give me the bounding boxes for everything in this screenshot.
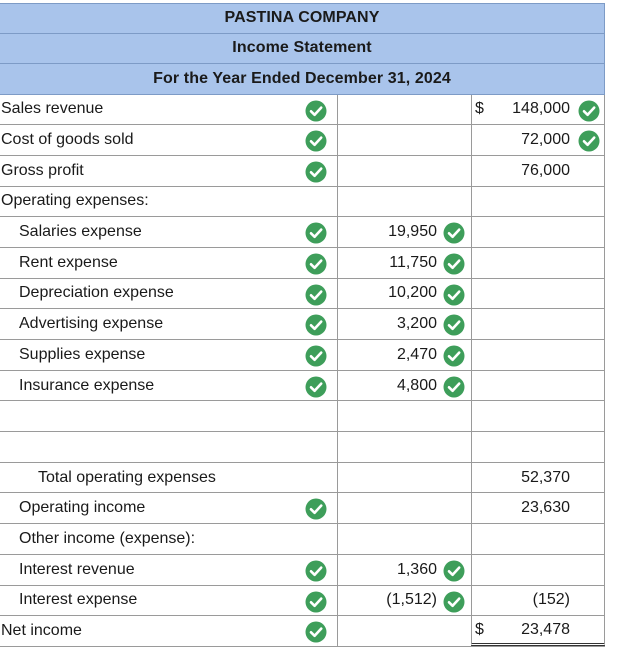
statement-row (0, 279, 605, 310)
statement-title: Income Statement (232, 39, 372, 57)
total-amount-cell[interactable] (471, 156, 605, 186)
row-label: Gross profit (1, 161, 84, 179)
detail-amount-cell[interactable] (337, 555, 471, 585)
total-amount-cell[interactable] (471, 401, 605, 431)
check-correct-icon (578, 130, 600, 152)
total-amount-cell[interactable] (471, 248, 605, 278)
detail-amount-cell[interactable] (337, 217, 471, 247)
detail-amount-cell[interactable] (337, 340, 471, 370)
statement-row (0, 493, 605, 524)
total-amount-cell[interactable] (471, 217, 605, 247)
detail-amount: (1,512) (386, 591, 437, 609)
statement-period: For the Year Ended December 31, 2024 (153, 69, 451, 87)
total-amount: 52,370 (521, 468, 570, 486)
row-label: Interest expense (19, 591, 138, 609)
detail-amount: 1,360 (396, 560, 437, 578)
check-correct-icon (443, 376, 465, 398)
detail-amount: 3,200 (396, 315, 437, 333)
detail-check-wrapper (443, 222, 465, 244)
row-check-wrapper (305, 345, 327, 367)
detail-amount-cell[interactable] (337, 616, 471, 646)
statement-row (0, 463, 605, 494)
row-label: Advertising expense (19, 315, 164, 333)
row-label: Sales revenue (1, 100, 104, 118)
check-correct-icon (305, 498, 327, 520)
detail-amount: 4,800 (396, 376, 437, 394)
row-check-wrapper (305, 376, 327, 398)
row-check-wrapper (305, 222, 327, 244)
statement-row (0, 555, 605, 586)
check-correct-icon (305, 591, 327, 613)
total-amount: 23,478 (521, 620, 570, 638)
check-correct-icon (305, 284, 327, 306)
detail-check-wrapper (443, 376, 465, 398)
total-check-wrapper (578, 100, 600, 122)
check-correct-icon (443, 314, 465, 336)
check-correct-icon (305, 345, 327, 367)
statement-row (0, 432, 605, 463)
total-amount-cell[interactable] (471, 493, 605, 523)
check-correct-icon (443, 591, 465, 613)
total-amount: 148,000 (512, 100, 570, 118)
detail-amount: 2,470 (396, 345, 437, 363)
dollar-sign: $ (475, 100, 484, 118)
row-label: Operating expenses: (1, 192, 149, 210)
total-amount-cell[interactable] (471, 555, 605, 585)
check-correct-icon (305, 100, 327, 122)
detail-amount-cell[interactable] (337, 95, 471, 125)
detail-amount-cell[interactable] (337, 524, 471, 554)
row-label: Depreciation expense (19, 284, 174, 302)
detail-amount-cell[interactable] (337, 401, 471, 431)
check-correct-icon (305, 621, 327, 643)
total-amount: 23,630 (521, 499, 570, 517)
statement-row (0, 586, 605, 617)
statement-row (0, 371, 605, 402)
row-check-wrapper (305, 100, 327, 122)
total-amount-cell[interactable] (471, 95, 605, 125)
row-label: Total operating expenses (38, 468, 216, 486)
row-check-wrapper (305, 130, 327, 152)
statement-title-header (0, 34, 605, 65)
check-correct-icon (305, 161, 327, 183)
detail-amount-cell[interactable] (337, 432, 471, 462)
row-label: Net income (1, 622, 82, 640)
row-check-wrapper (305, 498, 327, 520)
row-check-wrapper (305, 161, 327, 183)
statement-row (0, 187, 605, 218)
total-amount: 76,000 (521, 161, 570, 179)
detail-check-wrapper (443, 591, 465, 613)
check-correct-icon (305, 253, 327, 275)
check-correct-icon (443, 284, 465, 306)
statement-row (0, 217, 605, 248)
statement-row (0, 95, 605, 126)
check-correct-icon (443, 253, 465, 275)
detail-amount: 19,950 (388, 223, 437, 241)
total-amount-cell[interactable] (471, 309, 605, 339)
row-label: Insurance expense (19, 376, 155, 394)
total-amount-cell[interactable] (471, 463, 605, 493)
statement-row (0, 156, 605, 187)
detail-amount: 10,200 (388, 284, 437, 302)
total-amount-cell[interactable] (471, 524, 605, 554)
company-name: PASTINA COMPANY (224, 9, 380, 27)
detail-amount: 11,750 (389, 253, 437, 271)
total-amount-cell[interactable] (471, 616, 605, 646)
total-amount: (152) (532, 591, 570, 609)
detail-amount-cell[interactable] (337, 463, 471, 493)
check-correct-icon (443, 560, 465, 582)
statement-row (0, 340, 605, 371)
statement-row (0, 524, 605, 555)
detail-amount-cell[interactable] (337, 371, 471, 401)
check-correct-icon (578, 100, 600, 122)
dollar-sign: $ (475, 620, 484, 638)
statement-row (0, 401, 605, 432)
detail-amount-cell[interactable] (337, 125, 471, 155)
statement-row (0, 248, 605, 279)
check-correct-icon (305, 560, 327, 582)
total-amount-cell[interactable] (471, 432, 605, 462)
row-label: Supplies expense (19, 345, 146, 363)
detail-amount-cell[interactable] (337, 156, 471, 186)
detail-check-wrapper (443, 253, 465, 275)
row-check-wrapper (305, 284, 327, 306)
detail-check-wrapper (443, 284, 465, 306)
check-correct-icon (305, 130, 327, 152)
total-amount-cell[interactable] (471, 586, 605, 616)
row-check-wrapper (305, 560, 327, 582)
row-check-wrapper (305, 314, 327, 336)
total-amount-cell[interactable] (471, 125, 605, 155)
check-correct-icon (305, 376, 327, 398)
row-check-wrapper (305, 591, 327, 613)
row-check-wrapper (305, 253, 327, 275)
total-amount-cell[interactable] (471, 187, 605, 217)
row-label: Other income (expense): (19, 529, 196, 547)
row-check-wrapper (305, 621, 327, 643)
company-name-header (0, 3, 605, 34)
statement-rows (0, 95, 605, 647)
total-amount: 72,000 (521, 131, 570, 149)
detail-amount-cell[interactable] (337, 586, 471, 616)
statement-row (0, 616, 605, 647)
statement-row (0, 309, 605, 340)
check-correct-icon (305, 222, 327, 244)
row-label: Cost of goods sold (1, 131, 134, 149)
row-label: Salaries expense (19, 223, 142, 241)
check-correct-icon (305, 314, 327, 336)
row-label: Operating income (19, 499, 146, 517)
total-amount-cell[interactable] (471, 371, 605, 401)
total-amount-cell[interactable] (471, 340, 605, 370)
total-amount-cell[interactable] (471, 279, 605, 309)
statement-period-header (0, 64, 605, 95)
statement-row (0, 125, 605, 156)
row-label: Rent expense (19, 253, 118, 271)
detail-check-wrapper (443, 560, 465, 582)
income-statement (0, 3, 605, 647)
detail-amount-cell[interactable] (337, 493, 471, 523)
total-check-wrapper (578, 130, 600, 152)
detail-check-wrapper (443, 345, 465, 367)
check-correct-icon (443, 222, 465, 244)
detail-check-wrapper (443, 314, 465, 336)
detail-amount-cell[interactable] (337, 248, 471, 278)
check-correct-icon (443, 345, 465, 367)
detail-amount-cell[interactable] (337, 279, 471, 309)
detail-amount-cell[interactable] (337, 309, 471, 339)
row-label: Interest revenue (19, 560, 135, 578)
detail-amount-cell[interactable] (337, 187, 471, 217)
